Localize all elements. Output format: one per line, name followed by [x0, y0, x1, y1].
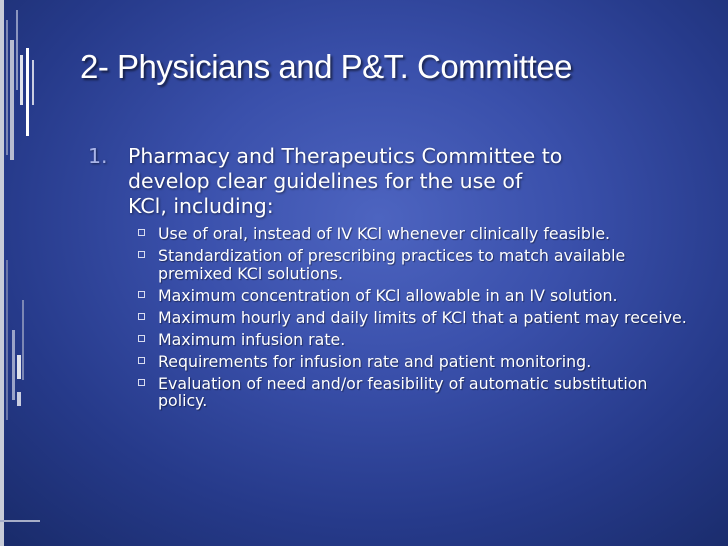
- item-text-line: KCl, including:: [128, 194, 274, 218]
- sub-bullet-item: [138, 375, 698, 410]
- square-bullet-icon: [138, 313, 145, 320]
- decorative-stripe: [17, 392, 21, 406]
- decorative-stripe: [22, 300, 24, 380]
- sub-bullet-item: [138, 247, 698, 282]
- decorative-stripe: [16, 10, 18, 90]
- square-bullet-icon: [138, 335, 145, 342]
- sub-bullet-list: [88, 225, 698, 410]
- decorative-stripe: [6, 20, 8, 155]
- sub-bullet-text: Use of oral, instead of IV KCl whenever clinically feasible.: [158, 224, 611, 243]
- sub-bullet-text: Maximum infusion rate.: [158, 329, 346, 349]
- square-bullet-icon: [138, 357, 145, 364]
- decorative-stripe: [17, 355, 21, 379]
- slide-title: 2- Physicians and P&T. Committee: [80, 48, 573, 85]
- slide-content: [88, 144, 698, 414]
- sub-bullet-item: [138, 331, 698, 349]
- sub-bullet-text: Requirements for infusion rate and patient monitoring.: [158, 351, 592, 371]
- item-number: 1.: [88, 144, 108, 168]
- sub-bullet-text: Maximum concentration of KCl allowable in an IV solution.: [158, 285, 618, 305]
- numbered-item: [88, 144, 698, 219]
- decorative-stripe: [0, 520, 40, 522]
- sub-bullet-item: [138, 353, 698, 371]
- decorative-stripe: [6, 260, 8, 420]
- sub-bullet-item: [138, 225, 698, 243]
- decorative-stripe: [10, 40, 14, 160]
- decorative-stripe: [32, 60, 34, 105]
- square-bullet-icon: [138, 229, 145, 236]
- square-bullet-icon: [138, 379, 145, 386]
- item-text-line: Pharmacy and Therapeutics Committee to: [128, 144, 563, 168]
- square-bullet-icon: [138, 291, 145, 298]
- decorative-stripe: [26, 48, 29, 136]
- sub-bullet-text: Maximum hourly and daily limits of KCl that a patient may receive.: [158, 307, 687, 327]
- sub-bullet-item: [138, 287, 698, 305]
- sub-bullet-text: Standardization of prescribing practices to match available premixed KCl solutions.: [158, 246, 626, 283]
- square-bullet-icon: [138, 251, 145, 258]
- sub-bullet-text: Evaluation of need and/or feasibility of automatic substitution policy.: [158, 373, 648, 410]
- decorative-stripe: [20, 55, 23, 105]
- sub-bullet-item: [138, 309, 698, 327]
- decorative-stripe: [12, 330, 15, 400]
- decorative-stripe: [0, 0, 4, 546]
- item-text-line: develop clear guidelines for the use of: [128, 169, 523, 193]
